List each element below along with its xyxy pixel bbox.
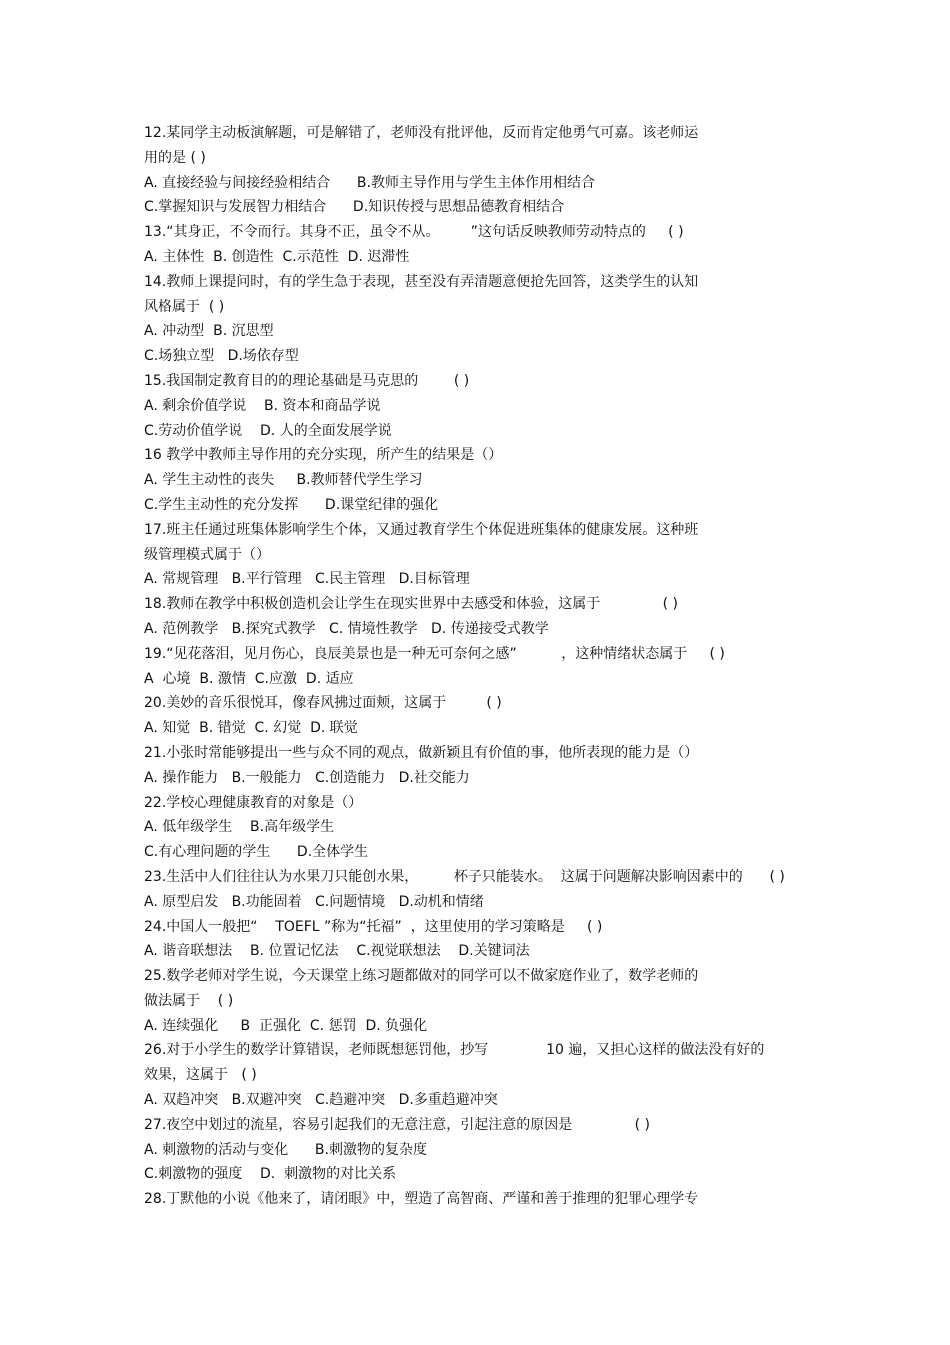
question-18-stem: 18.教师在教学中积极创造机会让学生在现实世界中去感受和体验，这属于 ( ) (144, 596, 678, 613)
question-15-options-ab: A. 剩余价值学说 B. 资本和商品学说 (144, 397, 381, 414)
question-26-stem-cont: 效果，这属于 ( ) (144, 1067, 257, 1084)
question-23-options: A. 原型启发 B.功能固着 C.问题情境 D.动机和情绪 (144, 893, 484, 910)
question-12-stem-cont: 用的是 ( ) (144, 149, 206, 166)
question-28-stem: 28.丁默他的小说《他来了，请闭眼》中，塑造了高智商、严谨和善于推理的犯罪心理学专 (144, 1191, 699, 1208)
question-14-stem: 14.教师上课提问时，有的学生急于表现，甚至没有弄清题意便抢先回答，这类学生的认知 (144, 273, 699, 290)
question-20-options: A. 知觉 B. 错觉 C. 幻觉 D. 联觉 (144, 720, 358, 737)
question-25-stem: 25.数学老师对学生说，今天课堂上练习题都做对的同学可以不做家庭作业了，数学老师的 (144, 968, 699, 985)
question-27-stem: 27.夜空中划过的流星，容易引起我们的无意注意，引起注意的原因是 ( ) (144, 1116, 650, 1133)
question-14-options-ab: A. 冲动型 B. 沉思型 (144, 323, 274, 340)
question-16-options-cd: C.学生主动性的充分发挥 D.课堂纪律的强化 (144, 496, 439, 513)
question-22-stem: 22.学校心理健康教育的对象是（） (144, 794, 363, 811)
question-25-stem-cont: 做法属于 ( ) (144, 992, 234, 1009)
question-27-options-cd: C.刺激物的强度 D. 刺激物的对比关系 (144, 1166, 397, 1183)
question-22-options-cd: C.有心理问题的学生 D.全体学生 (144, 844, 369, 861)
question-24-stem: 24.中国人一般把“ TOEFL ”称为“托福” ，这里使用的学习策略是 ( ) (144, 918, 603, 935)
question-21-options: A. 操作能力 B.一般能力 C.创造能力 D.社交能力 (144, 769, 470, 786)
question-15-stem: 15.我国制定教育目的的理论基础是马克思的 ( ) (144, 372, 470, 389)
question-15-options-cd: C.劳动价值学说 D. 人的全面发展学说 (144, 422, 392, 439)
question-19-stem: 19.“见花落泪，见月伤心，良辰美景也是一种无可奈何之感” ，这种情绪状态属于 ( ) (144, 645, 725, 662)
question-17-options: A. 常规管理 B.平行管理 C.民主管理 D.目标管理 (144, 571, 470, 588)
question-27-options-ab: A. 刺激物的活动与变化 B.刺激物的复杂度 (144, 1141, 427, 1158)
question-17-stem: 17.班主任通过班集体影响学生个体，又通过教育学生个体促进班集体的健康发展。这种班 (144, 521, 699, 538)
question-19-options: A 心境 B. 激情 C.应激 D. 适应 (144, 670, 354, 687)
question-18-options: A. 范例教学 B.探究式教学 C. 情境性教学 D. 传递接受式教学 (144, 620, 549, 637)
question-22-options-ab: A. 低年级学生 B.高年级学生 (144, 819, 335, 836)
question-list (144, 121, 824, 1212)
question-12-stem: 12.某同学主动板演解题，可是解错了，老师没有批评他，反而肯定他勇气可嘉。该老师运 (144, 125, 699, 141)
question-12-options-cd: C.掌握知识与发展智力相结合 D.知识传授与思想品德教育相结合 (144, 199, 565, 216)
question-14-options-cd: C.场独立型 D.场依存型 (144, 348, 299, 365)
question-17-stem-cont: 级管理模式属于（） (144, 546, 270, 563)
question-13-options: A. 主体性 B. 创造性 C.示范性 D. 迟滞性 (144, 248, 410, 265)
question-25-options: A. 连续强化 B 正强化 C. 惩罚 D. 负强化 (144, 1017, 428, 1034)
question-14-stem-cont: 风格属于 ( ) (144, 298, 225, 315)
question-23-stem: 23.生活中人们往往认为水果刀只能创水果， 杯子只能装水。 这属于问题解决影响因素中的 ( ) (144, 868, 785, 885)
question-13-stem: 13.“其身正，不令而行。其身不正，虽令不从。 ”这句话反映教师劳动特点的 ( ) (144, 224, 684, 241)
question-16-options-ab: A. 学生主动性的丧失 B.教师替代学生学习 (144, 472, 423, 489)
question-20-stem: 20.美妙的音乐很悦耳，像春风拂过面颊，这属于 ( ) (144, 695, 502, 712)
question-26-options: A. 双趋冲突 B.双避冲突 C.趋避冲突 D.多重趋避冲突 (144, 1092, 498, 1109)
question-21-stem: 21.小张时常能够提出一些与众不同的观点，做新颖且有价值的事，他所表现的能力是（） (144, 744, 699, 761)
question-16-stem: 16 教学中教师主导作用的充分实现，所产生的结果是（） (144, 447, 503, 464)
question-12-options-ab: A. 直接经验与间接经验相结合 B.教师主导作用与学生主体作用相结合 (144, 174, 595, 191)
question-24-options: A. 谐音联想法 B. 位置记忆法 C.视觉联想法 D.关键词法 (144, 943, 530, 960)
question-26-stem: 26.对于小学生的数学计算错误，老师既想惩罚他，抄写 10 遍，又担心这样的做法没有好的 (144, 1042, 765, 1059)
